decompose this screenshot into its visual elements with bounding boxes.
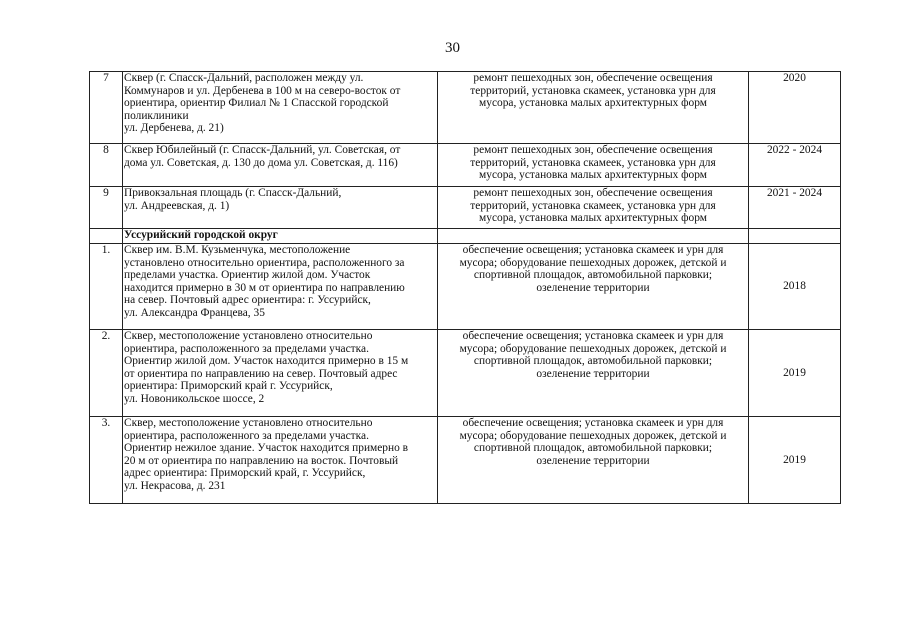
year-cell: 2018 (749, 244, 841, 330)
table-row (90, 330, 841, 417)
works-cell: обеспечение освещения; установка скамеек и урн для мусора; оборудование пешеходных дорожек, детской и спортивной площадок, автомобильной парковки; озеленение территории (438, 244, 749, 330)
works-cell: ремонт пешеходных зон, обеспечение освещения территорий, установка скамеек, установка урн для мусора, установка малых архитектурных форм (438, 144, 749, 187)
location-cell: Сквер (г. Спасск-Дальний, расположен между ул. Коммунаров и ул. Дербенева в 100 м на северо-восток от ориентира, ориентир Филиал № 1 Спасской городской поликлиники ул. Дербенева, д. 21) (123, 72, 438, 144)
row-number: 3. (90, 417, 123, 504)
location-cell: Сквер Юбилейный (г. Спасск-Дальний, ул. Советская, от дома ул. Советская, д. 130 до дома ул. Советская, д. 116) (123, 144, 438, 187)
year-cell: 2019 (749, 417, 841, 504)
improvement-table (89, 71, 841, 504)
table-row (90, 187, 841, 229)
year-cell: 2021 - 2024 (749, 187, 841, 229)
row-number: 8 (90, 144, 123, 187)
table-row (90, 144, 841, 187)
section-header-row (90, 229, 841, 244)
section-title: Уссурийский городской округ (123, 229, 438, 244)
works-cell: обеспечение освещения; установка скамеек и урн для мусора; оборудование пешеходных дорожек, детской и спортивной площадок, автомобильной парковки; озеленение территории (438, 330, 749, 417)
location-cell: Привокзальная площадь (г. Спасск-Дальний, ул. Андреевская, д. 1) (123, 187, 438, 229)
location-cell: Сквер, местоположение установлено относительно ориентира, расположенного за пределами участка. Ориентир нежилое здание. Участок находится примерно в 20 м от ориентира по направлению на восток. Почтовый адрес ориентира: Приморский край, г. Уссурийск, ул. Некрасова, д. 231 (123, 417, 438, 504)
row-number: 9 (90, 187, 123, 229)
row-number: 7 (90, 72, 123, 144)
works-cell: ремонт пешеходных зон, обеспечение освещения территорий, установка скамеек, установка урн для мусора, установка малых архитектурных форм (438, 187, 749, 229)
table-row (90, 417, 841, 504)
page-number: 30 (445, 40, 460, 56)
year-cell: 2020 (749, 72, 841, 144)
table-row (90, 244, 841, 330)
works-cell: ремонт пешеходных зон, обеспечение освещения территорий, установка скамеек, установка урн для мусора, установка малых архитектурных форм (438, 72, 749, 144)
table-row (90, 72, 841, 144)
works-cell: обеспечение освещения; установка скамеек и урн для мусора; оборудование пешеходных дорожек, детской и спортивной площадок, автомобильной парковки; озеленение территории (438, 417, 749, 504)
year-cell: 2019 (749, 330, 841, 417)
row-number: 1. (90, 244, 123, 330)
location-cell: Сквер им. В.М. Кузьменчука, местоположение установлено относительно ориентира, расположенного за пределами участка. Ориентир жилой дом. Участок находится примерно в 30 м от ориентира по направлению на север. Почтовый адрес ориентира: г. Уссурийск, ул. Александра Францева, 35 (123, 244, 438, 330)
location-cell: Сквер, местоположение установлено относительно ориентира, расположенного за пределами участка. Ориентир жилой дом. Участок находится примерно в 15 м от ориентира по направлению на север. Почтовый адрес ориентира: Приморский край г. Уссурийск, ул. Новоникольское шоссе, 2 (123, 330, 438, 417)
row-number: 2. (90, 330, 123, 417)
year-cell: 2022 - 2024 (749, 144, 841, 187)
